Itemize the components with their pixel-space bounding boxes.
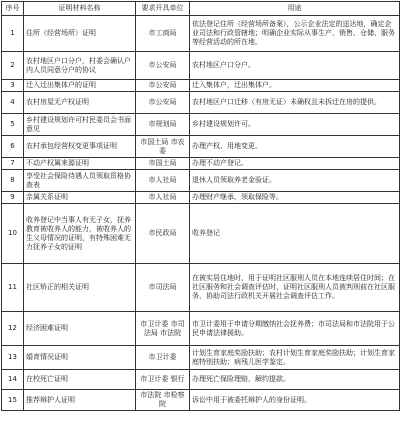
header-unit: 要求开具单位 — [136, 2, 190, 16]
certificate-name: 亲属关系证明 — [24, 192, 136, 204]
table-row — [2, 16, 400, 52]
certificate-name: 不动产权属来源证明 — [24, 158, 136, 170]
row-number: 9 — [2, 192, 24, 204]
row-number: 11 — [2, 264, 24, 312]
issuing-unit: 市公安局 — [136, 52, 190, 80]
issuing-unit: 市民政局 — [136, 204, 190, 264]
table-row — [2, 158, 400, 170]
certificate-use: 依法登记住所（经营场所备案），公示企业法定的送达地，确定企业司法和行政管辖地；明确企业实际从事生产、销售、仓储、服务等经营活动的所在地。 — [190, 16, 400, 52]
certificate-name: 迁入迁出集体户的证明 — [24, 80, 136, 92]
row-number: 10 — [2, 204, 24, 264]
table-row — [2, 170, 400, 192]
certificate-name: 收养登记中当事人有无子女，抚养教育被收养人的能力，被收养人的生父母情况的证明，有特殊困难无力抚养子女的证明 — [24, 204, 136, 264]
table-row — [2, 80, 400, 92]
certificate-name: 农村房屋无产权证明 — [24, 92, 136, 114]
issuing-unit: 市公安局 — [136, 80, 190, 92]
row-number: 4 — [2, 92, 24, 114]
table-row — [2, 312, 400, 346]
certificate-use: 退休人员领取养老金验证。 — [190, 170, 400, 192]
certificate-name: 乡村建设规划许可村民委员会书面意见 — [24, 114, 136, 136]
issuing-unit: 市公安局 — [136, 92, 190, 114]
row-number: 13 — [2, 346, 24, 370]
issuing-unit: 市规划局 — [136, 114, 190, 136]
table-row — [2, 92, 400, 114]
table-row — [2, 264, 400, 312]
table-row — [2, 114, 400, 136]
row-number: 15 — [2, 390, 24, 411]
certificate-use: 农村地区户口分户。 — [190, 52, 400, 80]
table-row — [2, 192, 400, 204]
certificate-name: 住所（经营场所）证明 — [24, 16, 136, 52]
row-number: 7 — [2, 158, 24, 170]
row-number: 2 — [2, 52, 24, 80]
row-number: 6 — [2, 136, 24, 158]
issuing-unit: 市国土局 — [136, 158, 190, 170]
certificate-use: 计划生育家庭奖励扶助；农村计划生育家庭奖励扶助；计划生育家庭特别扶助；病残儿医学鉴定。 — [190, 346, 400, 370]
certificate-name: 经济困难证明 — [24, 312, 136, 346]
header-use: 用途 — [190, 2, 400, 16]
row-number: 5 — [2, 114, 24, 136]
header-name: 证明材料名称 — [24, 2, 136, 16]
header-no: 序号 — [2, 2, 24, 16]
issuing-unit: 市国土局 市农委 — [136, 136, 190, 158]
issuing-unit: 市法院 市检察院 — [136, 390, 190, 411]
certificate-name: 推荐辩护人证明 — [24, 390, 136, 411]
certificate-use: 诉讼中用于被委托辩护人的身份证明。 — [190, 390, 400, 411]
row-number: 14 — [2, 370, 24, 390]
issuing-unit: 市卫计委 银行 — [136, 370, 190, 390]
issuing-unit: 市司法局 — [136, 264, 190, 312]
certificate-use: 乡村建设规划许可。 — [190, 114, 400, 136]
row-number: 12 — [2, 312, 24, 346]
issuing-unit: 市人社局 — [136, 170, 190, 192]
issuing-unit: 市人社局 — [136, 192, 190, 204]
certificate-table — [1, 1, 400, 411]
certificate-name: 农村承包经营权变更事项证明 — [24, 136, 136, 158]
certificate-name: 婚育情况证明 — [24, 346, 136, 370]
issuing-unit: 市工商局 — [136, 16, 190, 52]
certificate-use: 办理产权、用地变更。 — [190, 136, 400, 158]
certificate-name: 农村地区户口分户，村委会确认户内人员同意分户的协议 — [24, 52, 136, 80]
certificate-use: 办理财产继承，领取保险等。 — [190, 192, 400, 204]
certificate-use: 办理不动产登记。 — [190, 158, 400, 170]
row-number: 3 — [2, 80, 24, 92]
certificate-use: 迁入集体户，迁出集体户。 — [190, 80, 400, 92]
table-row — [2, 204, 400, 264]
row-number: 1 — [2, 16, 24, 52]
certificate-use: 收养登记 — [190, 204, 400, 264]
row-number: 8 — [2, 170, 24, 192]
certificate-use: 办理死亡保险理赔，解约提款。 — [190, 370, 400, 390]
table-row — [2, 52, 400, 80]
certificate-name: 社区矫正的相关证明 — [24, 264, 136, 312]
table-header-row — [2, 2, 400, 16]
table-row — [2, 136, 400, 158]
certificate-name: 在校死亡证明 — [24, 370, 136, 390]
issuing-unit: 市卫计委 市司法局 市法院 — [136, 312, 190, 346]
issuing-unit: 市卫计委 — [136, 346, 190, 370]
table-row — [2, 390, 400, 411]
table-row — [2, 346, 400, 370]
certificate-use: 在被实居住地时，用于证明社区服刑人员在本地连续居住时间；在社区服务和社会调查评估时，证明社区服刑人员被判刑前在社区服务、协助司法行政机关开展社会调查评估工作。 — [190, 264, 400, 312]
certificate-name: 享受社会保险待遇人员领取资格协查表 — [24, 170, 136, 192]
certificate-use: 农村地区户口迁移（有房无证）未确权且未拆迁在房的提供。 — [190, 92, 400, 114]
table-row — [2, 370, 400, 390]
certificate-use: 市卫计委用于申请分期缴纳社会抚养费；市司法局和市法院用于公民申请法律援助。 — [190, 312, 400, 346]
